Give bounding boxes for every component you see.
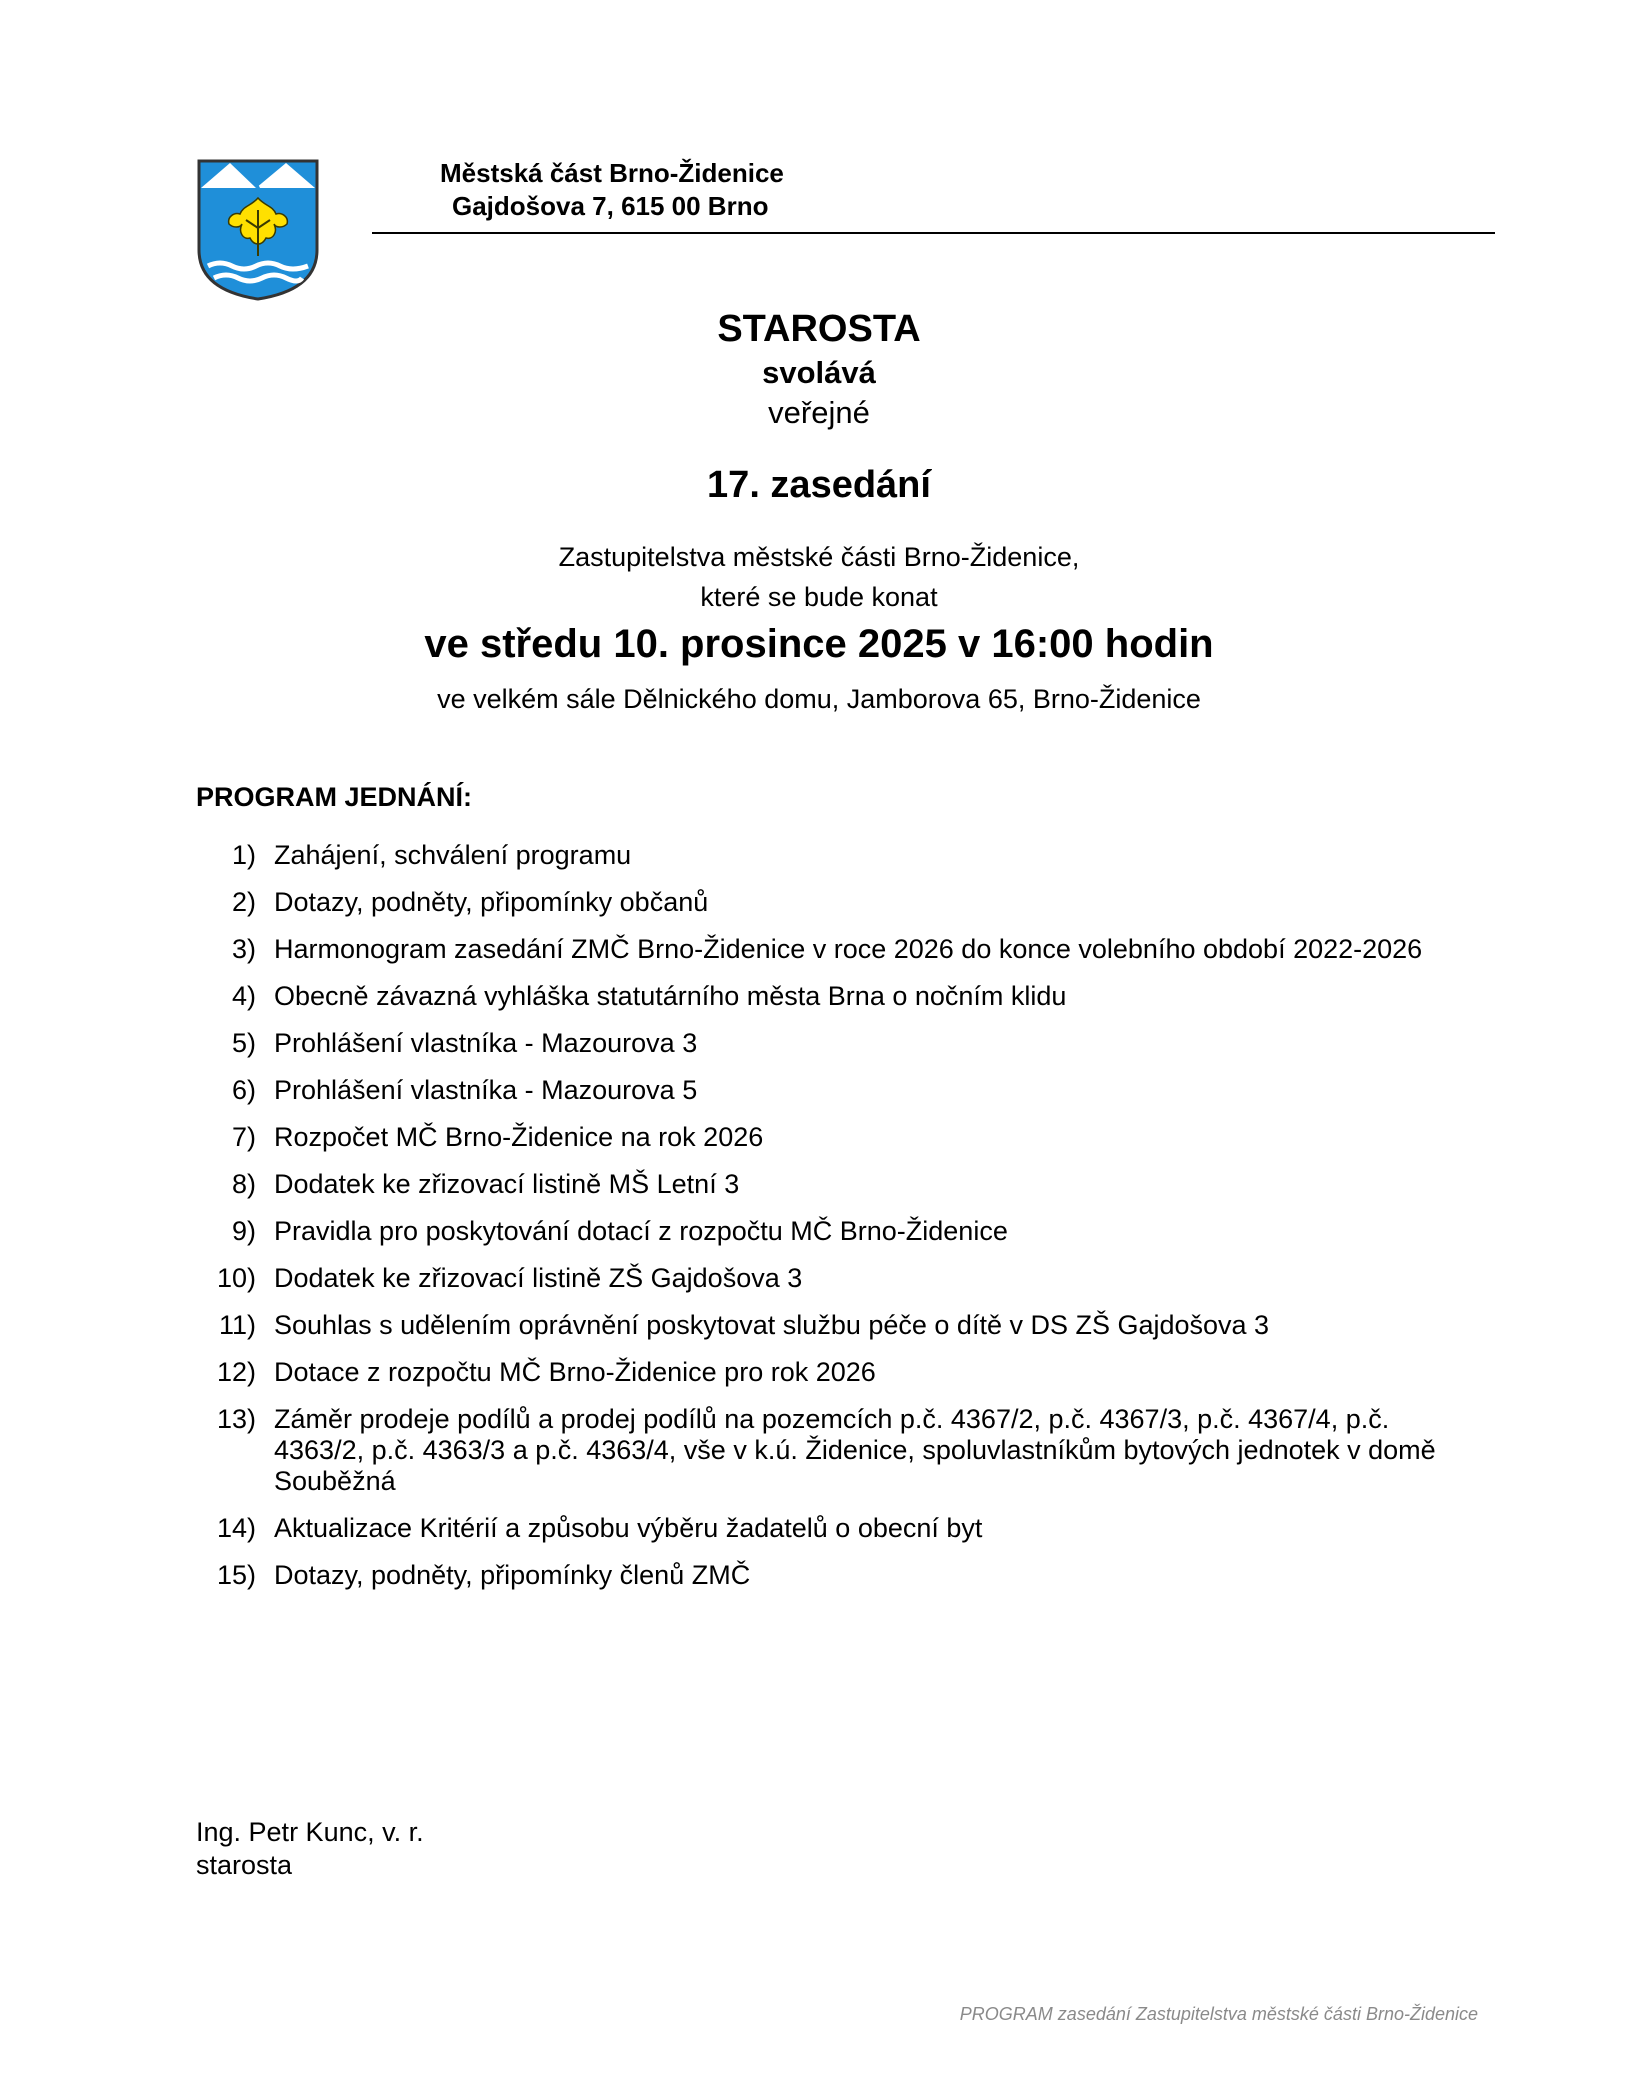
signature-block (196, 1816, 424, 1882)
page-footer: PROGRAM zasedání Zastupitelstva městské části Brno-Židenice (959, 2004, 1478, 2024)
meeting-date-time: ve středu 10. prosince 2025 v 16:00 hodin (424, 622, 1214, 666)
agenda-item-number: 9) (231, 1216, 256, 1246)
agenda-item-text: Obecně závazná vyhláška statutárního města Brna o nočním klidu (274, 981, 1067, 1011)
agenda-item-text: Souhlas s udělením oprávnění poskytovat službu péče o dítě v DS ZŠ Gajdošova 3 (274, 1310, 1270, 1340)
agenda-item-number: 2) (231, 887, 256, 917)
agenda-item (196, 1075, 1496, 1106)
agenda-item (196, 934, 1496, 965)
agenda-item-text: Rozpočet MČ Brno-Židenice na rok 2026 (274, 1122, 764, 1152)
program-title: PROGRAM JEDNÁNÍ: (196, 782, 473, 812)
agenda-item-text: Dotazy, podněty, připomínky členů ZMČ (274, 1560, 751, 1590)
agenda-item (196, 1357, 1496, 1388)
agenda-item-number: 14) (216, 1513, 256, 1543)
agenda-item-text: Pravidla pro poskytování dotací z rozpočtu MČ Brno-Židenice (274, 1216, 1008, 1246)
agenda-item-text: Záměr prodeje podílů a prodej podílů na pozemcích p.č. 4367/2, p.č. 4367/3, p.č. 4367/4, p.č. 4363/2, p.č. 4363/3 a p.č. 4363/4, vše v k.ú. Židenice, spoluvlastníkům bytových jednotek v domě Souběžná (274, 1404, 1436, 1496)
agenda-item-number: 12) (216, 1357, 256, 1387)
organization-header (440, 157, 784, 223)
title-zasedani: 17. zasedání (707, 464, 931, 506)
meeting-place: ve velkém sále Dělnického domu, Jamborova 65, Brno-Židenice (437, 684, 1201, 714)
agenda-item-number: 10) (216, 1263, 256, 1293)
agenda-item-text: Aktualizace Kritérií a způsobu výběru žadatelů o obecní byt (274, 1513, 983, 1543)
agenda-item (196, 1310, 1496, 1341)
agenda-item (196, 981, 1496, 1012)
agenda-item (196, 1122, 1496, 1153)
agenda-item-number: 13) (216, 1404, 256, 1434)
agenda-item (196, 1169, 1496, 1200)
agenda-item (196, 1216, 1496, 1247)
agenda-item (196, 1263, 1496, 1294)
agenda-item-number: 4) (231, 981, 256, 1011)
signature-role: starosta (196, 1850, 293, 1880)
title-zastupitelstvo: Zastupitelstva městské části Brno-Židenice, (558, 542, 1080, 572)
agenda-item-number: 7) (231, 1122, 256, 1152)
agenda-item-text: Dotazy, podněty, připomínky občanů (274, 887, 709, 917)
agenda-item-number: 1) (231, 840, 256, 870)
agenda-item-text: Dotace z rozpočtu MČ Brno-Židenice pro rok 2026 (274, 1357, 876, 1387)
agenda-item (196, 840, 1496, 871)
agenda-item-number: 15) (216, 1560, 256, 1590)
agenda-item-text: Prohlášení vlastníka - Mazourova 5 (274, 1075, 698, 1105)
title-konat: které se bude konat (700, 582, 938, 612)
agenda-item-text: Dodatek ke zřizovací listině MŠ Letní 3 (274, 1169, 740, 1199)
agenda-item (196, 1560, 1496, 1591)
agenda-list (196, 840, 1496, 1607)
header-divider (372, 232, 1495, 234)
signature-name: Ing. Petr Kunc, v. r. (196, 1817, 424, 1847)
agenda-item (196, 1028, 1496, 1059)
agenda-item (196, 887, 1496, 918)
agenda-item-text: Zahájení, schválení programu (274, 840, 632, 870)
title-starosta: STAROSTA (717, 308, 921, 350)
agenda-item-text: Dodatek ke zřizovací listině ZŠ Gajdošova 3 (274, 1263, 803, 1293)
agenda-item-number: 11) (218, 1310, 256, 1340)
agenda-item (196, 1404, 1496, 1497)
org-address: Gajdošova 7, 615 00 Brno (452, 191, 769, 221)
agenda-item-number: 5) (231, 1028, 256, 1058)
agenda-item-number: 3) (231, 934, 256, 964)
coat-of-arms-icon (196, 158, 320, 302)
agenda-item-number: 6) (231, 1075, 256, 1105)
agenda-item-text: Prohlášení vlastníka - Mazourova 3 (274, 1028, 698, 1058)
title-verejne: veřejné (768, 395, 870, 430)
org-name: Městská část Brno-Židenice (440, 158, 784, 188)
agenda-item (196, 1513, 1496, 1544)
title-svolava: svolává (762, 355, 876, 390)
agenda-item-text: Harmonogram zasedání ZMČ Brno-Židenice v roce 2026 do konce volebního období 2022-2026 (274, 934, 1423, 964)
agenda-item-number: 8) (231, 1169, 256, 1199)
